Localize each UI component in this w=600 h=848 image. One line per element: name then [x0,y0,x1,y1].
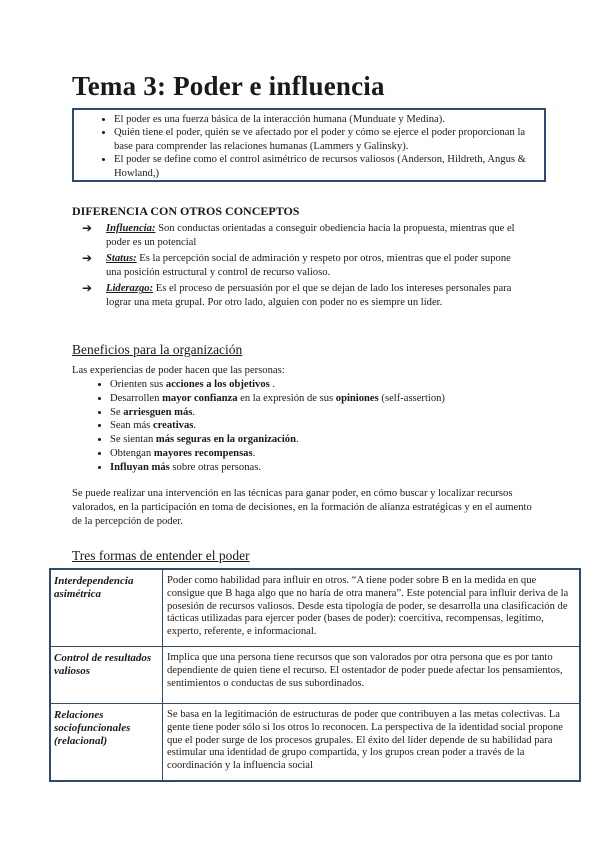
benefit-bold: creativas [152,420,194,432]
benefit-bold: mayor confianza [162,392,238,404]
benefit-item [110,433,550,447]
table-row [50,647,580,704]
difference-item-influencia [82,222,522,249]
benefit-bold: arriesguen más [123,406,193,418]
difference-text: Es la percepción social de admiración y respeto por otros, mientras que el poder supone una posición estructural y control de recurso valioso. [106,253,511,278]
benefits-list [72,378,550,474]
benefit-bold: opiniones [335,392,379,404]
benefit-text: . [295,434,299,445]
differences-list [82,222,522,313]
row-text: Implica que una persona tiene recursos que son valorados por otra persona que es por tanto dependiente de quien tiene el recurso. El ostentador de poder puede afectar los pensamientos, sentimientos o conductas de sus subordinados. [163,647,581,704]
benefit-text: Desarrollen [110,392,163,404]
row-text: Poder como habilidad para influir en otros. “A tiene poder sobre B en la medida en que consigue que B haga algo que no haría de otra manera”. Este potencial para influir deriva de la posesión de recursos valiosos. Desde esta tipología de poder, se desarrolla una clasificación de tácticas utilizadas para ejercer poder (bases de poder): coercitiva, recompensas, legítimo, experto, referente, e informacional. [163,569,581,647]
benefit-text: Sean más [110,420,153,432]
row-label: Interdependencia asimétrica [50,569,163,647]
arrow-icon: ➔ [82,221,93,235]
benefit-text: . [269,379,276,390]
row-text: Se basa en la legitimación de estructuras de poder que contribuyen a las metas colectivas. La gente tiene poder sólo si los otros lo reconocen. La perspectiva de la identidad social propone que el poder surge de los procesos grupales. El éxito del líder depende de su habilidad para estimular una identidad de grupo compartida, y los grupos crean poder a través de la coordinación y la influencia social [163,704,581,782]
benefit-text: (self-assertion) [378,392,445,404]
intro-item: • Quién tiene el poder, quién se ve afectado por el poder y cómo se ejerce el poder proporcionan la base para comprender las relaciones humanas (Lammers y Galinsky). [114,126,538,153]
difference-term: Status: [106,253,137,265]
benefit-text: . [252,447,256,459]
benefit-text: Se [110,406,124,418]
table-row [50,704,580,782]
forms-heading: Tres formas de entender el poder [72,548,250,563]
row-label: Relaciones sociofuncionales (relacional) [50,704,163,782]
benefit-text: Orienten sus [110,379,166,390]
benefit-text: Obtengan [110,447,154,459]
benefit-text: Se sientan [110,434,156,445]
benefits-heading: Beneficios para la organización [72,342,243,357]
benefits-intro: Las experiencias de poder hacen que las personas: [72,365,285,376]
intro-item: • El poder es una fuerza básica de la interacción humana (Munduate y Medina). [114,113,538,126]
benefits-paragraph: Se puede realizar una intervención en las técnicas para ganar poder, en cómo buscar y localizar recursos valorados, en la participación en toma de decisiones, en la formación de alianza estratégicas y en el aumento de la percepción de poder. [72,488,532,527]
benefit-item [110,406,550,420]
differences-heading: DIFERENCIA CON OTROS CONCEPTOS [72,204,300,218]
arrow-icon: ➔ [82,281,93,296]
benefit-bold: más seguras en la organización [155,434,296,445]
table-row [50,569,580,647]
difference-item-status [82,252,522,279]
difference-term: Liderazgo: [106,283,154,295]
benefit-text: en la expresión de sus [237,392,336,404]
benefit-item [110,392,550,406]
forms-table [49,568,581,782]
benefit-bold: mayores recompensas [153,447,253,459]
difference-term: Influencia: [106,223,156,234]
benefit-item [110,447,550,461]
intro-box [72,108,546,182]
arrow-icon: ➔ [82,251,93,266]
benefit-text: sobre otras personas. [169,461,261,473]
benefit-bold: acciones a los objetivos [165,379,270,390]
intro-item: • El poder se define como el control asimétrico de recursos valiosos (Anderson, Hildreth, Angus & Howland,) [114,153,538,180]
benefit-item [110,378,550,392]
difference-item-liderazgo [82,282,522,309]
benefit-text: . [193,420,197,432]
difference-text: Son conductas orientadas a conseguir obediencia hacia la propuesta, mientras que el poder es un potencial [106,223,515,248]
benefit-item [110,461,550,475]
benefit-bold: Influyan más [110,461,170,473]
difference-text: Es el proceso de persuasión por el que se dejan de lado los intereses personales para lograr una meta grupal. Por otro lado, alguien con poder no es siempre un líder. [106,283,512,308]
benefit-item [110,419,550,433]
page-title: Tema 3: Poder e influencia [72,71,385,101]
row-label: Control de resultados valiosos [50,647,163,704]
intro-list [84,113,538,180]
benefit-text: . [192,406,196,418]
